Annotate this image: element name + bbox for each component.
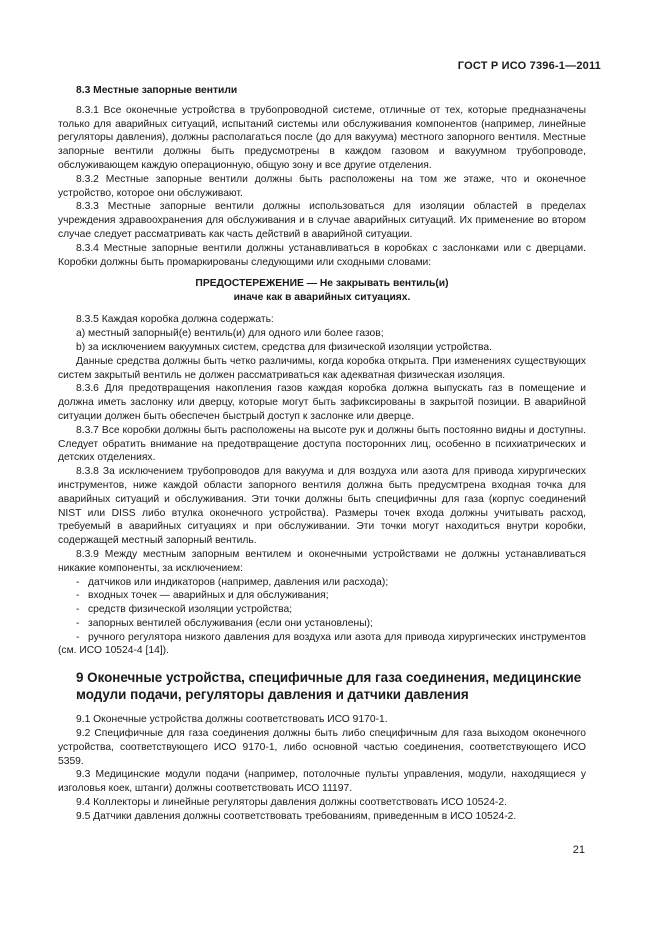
warning-line-2: иначе как в аварийных ситуациях. [233, 292, 411, 304]
paragraph-8-3-6: 8.3.6 Для предотвращения накопления газов каждая коробка должна выпускать газ в помещение и должна иметь заслонку или дверцу, которые могут быть зафиксированы в закрытой позиции. В аварийной ситуации должен быть обеспечен быстрый доступ к заслонке или дверце. [58, 383, 586, 422]
paragraph-8-3-3: 8.3.3 Местные запорные вентили должны использоваться для изоляции областей в пределах учреждения здравоохранения для обслуживания и в случае аварийных ситуаций. Их применение во втором случае следует рассматривать как часть действий в аварийной ситуации. [58, 201, 586, 240]
dash-list-item [58, 576, 586, 590]
paragraph-8-3-9: 8.3.9 Между местным запорным вентилем и оконечными устройствами не должны устанавливаться никакие компоненты, за исключением: [58, 548, 586, 574]
dash-marker: - [76, 576, 80, 588]
section-heading-9: 9 Оконечные устройства, специфичные для газа соединения, медицинские модули подачи, регуляторы давления и датчики давления [76, 670, 582, 702]
dash-item-text: ручного регулятора низкого давления для воздуха или азота для привода хирургических инструментов (см. ИСО 10524-4 [14]). [58, 631, 586, 657]
dash-item-text: запорных вентилей обслуживания (если они установлены); [88, 617, 373, 629]
dash-marker: - [76, 604, 80, 616]
warning-line-1: ПРЕДОСТЕРЕЖЕНИЕ — Не закрывать вентиль(и) [195, 278, 449, 290]
paragraph-8-3-4: 8.3.4 Местные запорные вентили должны устанавливаться в коробках с заслонками или с дверцами. Коробки должны быть промаркированы следующими или сходными словами: [58, 242, 586, 268]
document-code: ГОСТ Р ИСО 7396-1—2011 [457, 60, 601, 72]
paragraph-8-3-7: 8.3.7 Все коробки должны быть расположены на высоте рук и должны быть постоянно видны и доступны. Следует обратить внимание на предотвращение доступа посторонних лиц, особенно в психиатрических и детских отделениях. [58, 424, 586, 464]
dash-list-item [58, 617, 586, 631]
paragraph-8-3-2: 8.3.2 Местные запорные вентили должны быть расположены на том же этаже, что и оконечное устройство, которое они обслуживают. [58, 173, 586, 199]
dash-marker: - [76, 617, 80, 629]
page-content [58, 84, 586, 824]
paragraph-8-3-1: 8.3.1 Все оконечные устройства в трубопроводной системе, отличные от тех, которые предназначены только для аварийных ситуаций, испытаний системы или обслуживания компонентов (например, линейные регуляторы давления), должны располагаться после (до для вакуума) местного запорного вентиля. Местные запорные вентили должны быть предусмотрены в каждом газовом и вакуумном трубопроводе, обслуживающем каждую операционную, общую зону и все другие отделения. [58, 104, 586, 171]
paragraph-9-2: 9.2 Специфичные для газа соединения должны быть либо специфичным для газа выходом оконечного устройства, соответствующего ИСО 9170-1, либо основной частью соединения, соответствующего ИСО 5359. [58, 728, 586, 767]
dash-marker: - [76, 590, 80, 602]
paragraph-9-5: 9.5 Датчики давления должны соответствовать требованиям, приведенным в ИСО 10524-2. [76, 810, 517, 822]
subsection-heading-8-3: 8.3 Местные запорные вентили [76, 85, 238, 96]
dash-list-item [58, 589, 586, 603]
paragraph-9-3: 9.3 Медицинские модули подачи (например, потолочные пульты управления, модули, находящиеся у изголовья коек, штанги) должны соответствовать ИСО 11197. [58, 769, 586, 795]
list-item-b: b) за исключением вакуумных систем, средства для физической изоляции устройства. [76, 341, 492, 353]
dash-list-item [58, 603, 586, 617]
page-number: 21 [572, 844, 585, 856]
dash-item-text: входных точек — аварийных и для обслуживания; [88, 590, 329, 602]
paragraph-8-3-5-note: Данные средства должны быть четко различимы, когда коробка открыта. При изменениях существующих систем закрытый вентиль не должен рассматриваться как адекватная физическая изоляция. [58, 355, 586, 381]
paragraph-8-3-5: 8.3.5 Каждая коробка должна содержать: [76, 314, 274, 326]
paragraph-8-3-8: 8.3.8 За исключением трубопроводов для вакуума и для воздуха или азота для привода хирургических инструментов, ниже каждой области запорного вентиля должна быть предусмтрена входная точка для аварийных ситуаций и обслуживания. Эти точки должны быть специфичны для газа (корпус соединений NIST или DISS либо втулка оконечного устройства). Размеры точек входа должны учитывать расход, требуемый в аварийных ситуациях и при обслуживании. Эти точки могут находиться внутри коробки, содержащей местный запорный вентиль. [58, 466, 586, 547]
dash-item-text: датчиков или индикаторов (например, давления или расхода); [88, 576, 389, 588]
dash-list-item [58, 631, 586, 659]
list-item-a: а) местный запорный(е) вентиль(и) для одного или более газов; [76, 328, 384, 340]
paragraph-9-1: 9.1 Оконечные устройства должны соответствовать ИСО 9170-1. [76, 714, 388, 726]
paragraph-9-4: 9.4 Коллекторы и линейные регуляторы давления должны соответствовать ИСО 10524-2. [76, 797, 507, 809]
warning-label [58, 277, 586, 305]
dash-item-text: средств физической изоляции устройства; [88, 604, 293, 616]
dash-marker: - [76, 631, 80, 643]
